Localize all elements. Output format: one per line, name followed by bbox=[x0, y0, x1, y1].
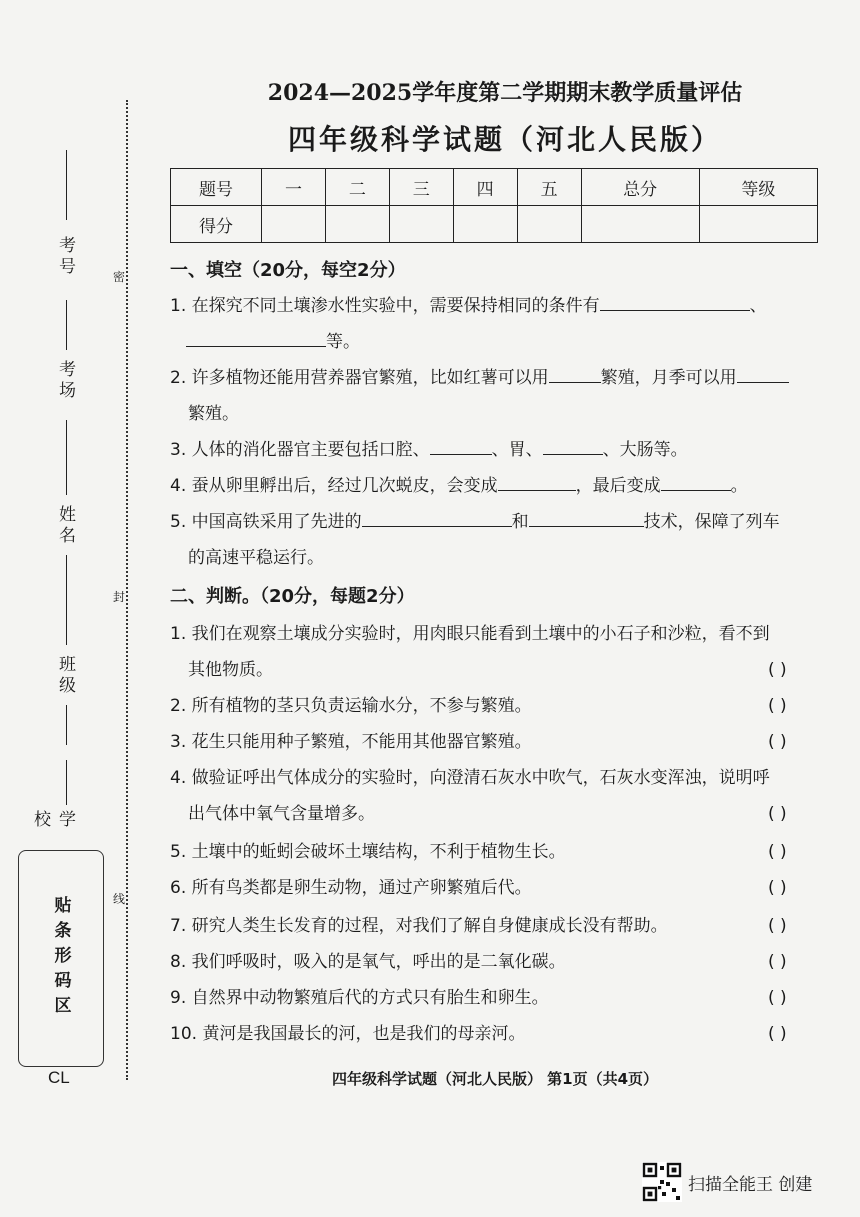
binding-strip bbox=[0, 0, 130, 1100]
answer-blank[interactable] bbox=[362, 508, 512, 527]
score-header-cell: 五 bbox=[517, 169, 581, 206]
judge-question-5: 5. 土壤中的蚯蚓会破坏土壤结构，不利于植物生长。 bbox=[170, 842, 566, 862]
fill-question-3: 3. 人体的消化器官主要包括口腔、 、胃、 、大肠等。 bbox=[170, 432, 820, 468]
answer-parentheses[interactable]: ( ) bbox=[768, 732, 787, 752]
score-header-cell: 题号 bbox=[171, 169, 262, 206]
name-field[interactable] bbox=[48, 420, 88, 610]
answer-blank[interactable] bbox=[549, 364, 601, 383]
answer-parentheses[interactable]: ( ) bbox=[768, 696, 787, 716]
score-cell[interactable] bbox=[453, 206, 517, 243]
judge-question-4: 4. 做验证呼出气体成分的实验时，向澄清石灰水中吹气，石灰水变浑浊，说明呼 bbox=[170, 768, 770, 788]
score-header-cell: 总分 bbox=[581, 169, 699, 206]
score-table bbox=[170, 168, 818, 243]
seal-char-mi: 密 bbox=[113, 270, 126, 284]
judge-question-8: 8. 我们呼吸时，吸入的是氧气，呼出的是二氧化碳。 bbox=[170, 952, 566, 972]
scanner-text: 扫描全能王 创建 bbox=[688, 1174, 813, 1195]
cl-mark: CL bbox=[48, 1068, 70, 1087]
judge-question-7: 7. 研究人类生长发育的过程，对我们了解自身健康成长没有帮助。 bbox=[170, 916, 668, 936]
answer-blank[interactable] bbox=[661, 472, 731, 491]
exam-term-title: 2024—2025学年度第二学期期末教学质量评估 bbox=[267, 80, 743, 106]
answer-blank[interactable] bbox=[186, 328, 326, 347]
score-header-cell: 四 bbox=[453, 169, 517, 206]
judge-question-4-cont: 出气体中氧气含量增多。 bbox=[188, 804, 375, 824]
fill-question-1: 1. 在探究不同土壤渗水性实验中，需要保持相同的条件有 、 bbox=[170, 288, 820, 324]
answer-parentheses[interactable]: ( ) bbox=[768, 804, 787, 824]
fill-question-2-cont: 繁殖。 bbox=[188, 404, 239, 424]
class-field[interactable] bbox=[48, 610, 88, 750]
qr-code-icon bbox=[642, 1162, 682, 1202]
fill-question-1-cont: 等。 bbox=[186, 324, 836, 360]
page-footer: 四年级科学试题（河北人民版） 第1页（共4页） bbox=[331, 1070, 659, 1088]
judge-question-9: 9. 自然界中动物繁殖后代的方式只有胎生和卵生。 bbox=[170, 988, 549, 1008]
fill-question-5: 5. 中国高铁采用了先进的 和 技术，保障了列车 bbox=[170, 504, 820, 540]
scanner-watermark bbox=[642, 1162, 812, 1202]
answer-parentheses[interactable]: ( ) bbox=[768, 952, 787, 972]
judge-question-6: 6. 所有鸟类都是卵生动物，通过产卵繁殖后代。 bbox=[170, 878, 532, 898]
judge-question-1: 1. 我们在观察土壤成分实验时，用肉眼只能看到土壤中的小石子和沙粒，看不到 bbox=[170, 624, 770, 644]
answer-parentheses[interactable]: ( ) bbox=[768, 878, 787, 898]
barcode-area bbox=[18, 850, 104, 1067]
name-label: 姓名 bbox=[55, 505, 75, 547]
answer-parentheses[interactable]: ( ) bbox=[768, 916, 787, 936]
class-label: 班级 bbox=[55, 655, 75, 697]
score-header-cell: 一 bbox=[262, 169, 326, 206]
exam-number-label: 考号 bbox=[55, 236, 75, 278]
seal-char-feng: 封 bbox=[113, 590, 126, 604]
answer-blank[interactable] bbox=[529, 508, 644, 527]
exam-room-label: 考场 bbox=[55, 360, 75, 402]
exam-number-field[interactable] bbox=[48, 150, 88, 290]
score-cell[interactable] bbox=[389, 206, 453, 243]
score-cell[interactable] bbox=[262, 206, 326, 243]
answer-parentheses[interactable]: ( ) bbox=[768, 988, 787, 1008]
score-cell[interactable] bbox=[517, 206, 581, 243]
answer-blank[interactable] bbox=[600, 292, 750, 311]
score-header-cell: 二 bbox=[325, 169, 389, 206]
fill-question-2: 2. 许多植物还能用营养器官繁殖，比如红薯可以用 繁殖，月季可以用 bbox=[170, 360, 820, 396]
answer-blank[interactable] bbox=[737, 364, 789, 383]
seal-char-xian: 线 bbox=[113, 892, 126, 906]
seal-line bbox=[126, 100, 128, 1080]
score-cell[interactable] bbox=[581, 206, 699, 243]
exam-subject-title: 四年级科学试题（河北人民版） bbox=[287, 123, 722, 156]
score-row-label: 得分 bbox=[171, 206, 262, 243]
answer-parentheses[interactable]: ( ) bbox=[768, 660, 787, 680]
score-cell[interactable] bbox=[699, 206, 817, 243]
judge-question-10: 10. 黄河是我国最长的河，也是我们的母亲河。 bbox=[170, 1024, 526, 1044]
answer-blank[interactable] bbox=[543, 436, 603, 455]
school-field[interactable] bbox=[30, 760, 88, 850]
score-table-header-row bbox=[171, 169, 818, 206]
judge-question-1-cont: 其他物质。 bbox=[188, 660, 273, 680]
score-cell[interactable] bbox=[325, 206, 389, 243]
answer-parentheses[interactable]: ( ) bbox=[768, 1024, 787, 1044]
barcode-label: 贴条形码区 bbox=[50, 896, 71, 1021]
judge-question-3: 3. 花生只能用种子繁殖，不能用其他器官繁殖。 bbox=[170, 732, 532, 752]
score-header-cell: 等级 bbox=[699, 169, 817, 206]
fill-question-4: 4. 蚕从卵里孵出后，经过几次蜕皮，会变成 ，最后变成 。 bbox=[170, 468, 820, 504]
answer-blank[interactable] bbox=[498, 472, 576, 491]
section2-title: 二、判断。（20分，每题2分） bbox=[170, 586, 415, 607]
score-table-score-row bbox=[171, 206, 818, 243]
school-label: 学校 bbox=[30, 810, 75, 831]
answer-blank[interactable] bbox=[430, 436, 492, 455]
score-header-cell: 三 bbox=[389, 169, 453, 206]
judge-question-2: 2. 所有植物的茎只负责运输水分，不参与繁殖。 bbox=[170, 696, 532, 716]
fill-question-5-cont: 的高速平稳运行。 bbox=[188, 548, 324, 568]
answer-parentheses[interactable]: ( ) bbox=[768, 842, 787, 862]
section1-title: 一、填空（20分，每空2分） bbox=[170, 260, 406, 281]
